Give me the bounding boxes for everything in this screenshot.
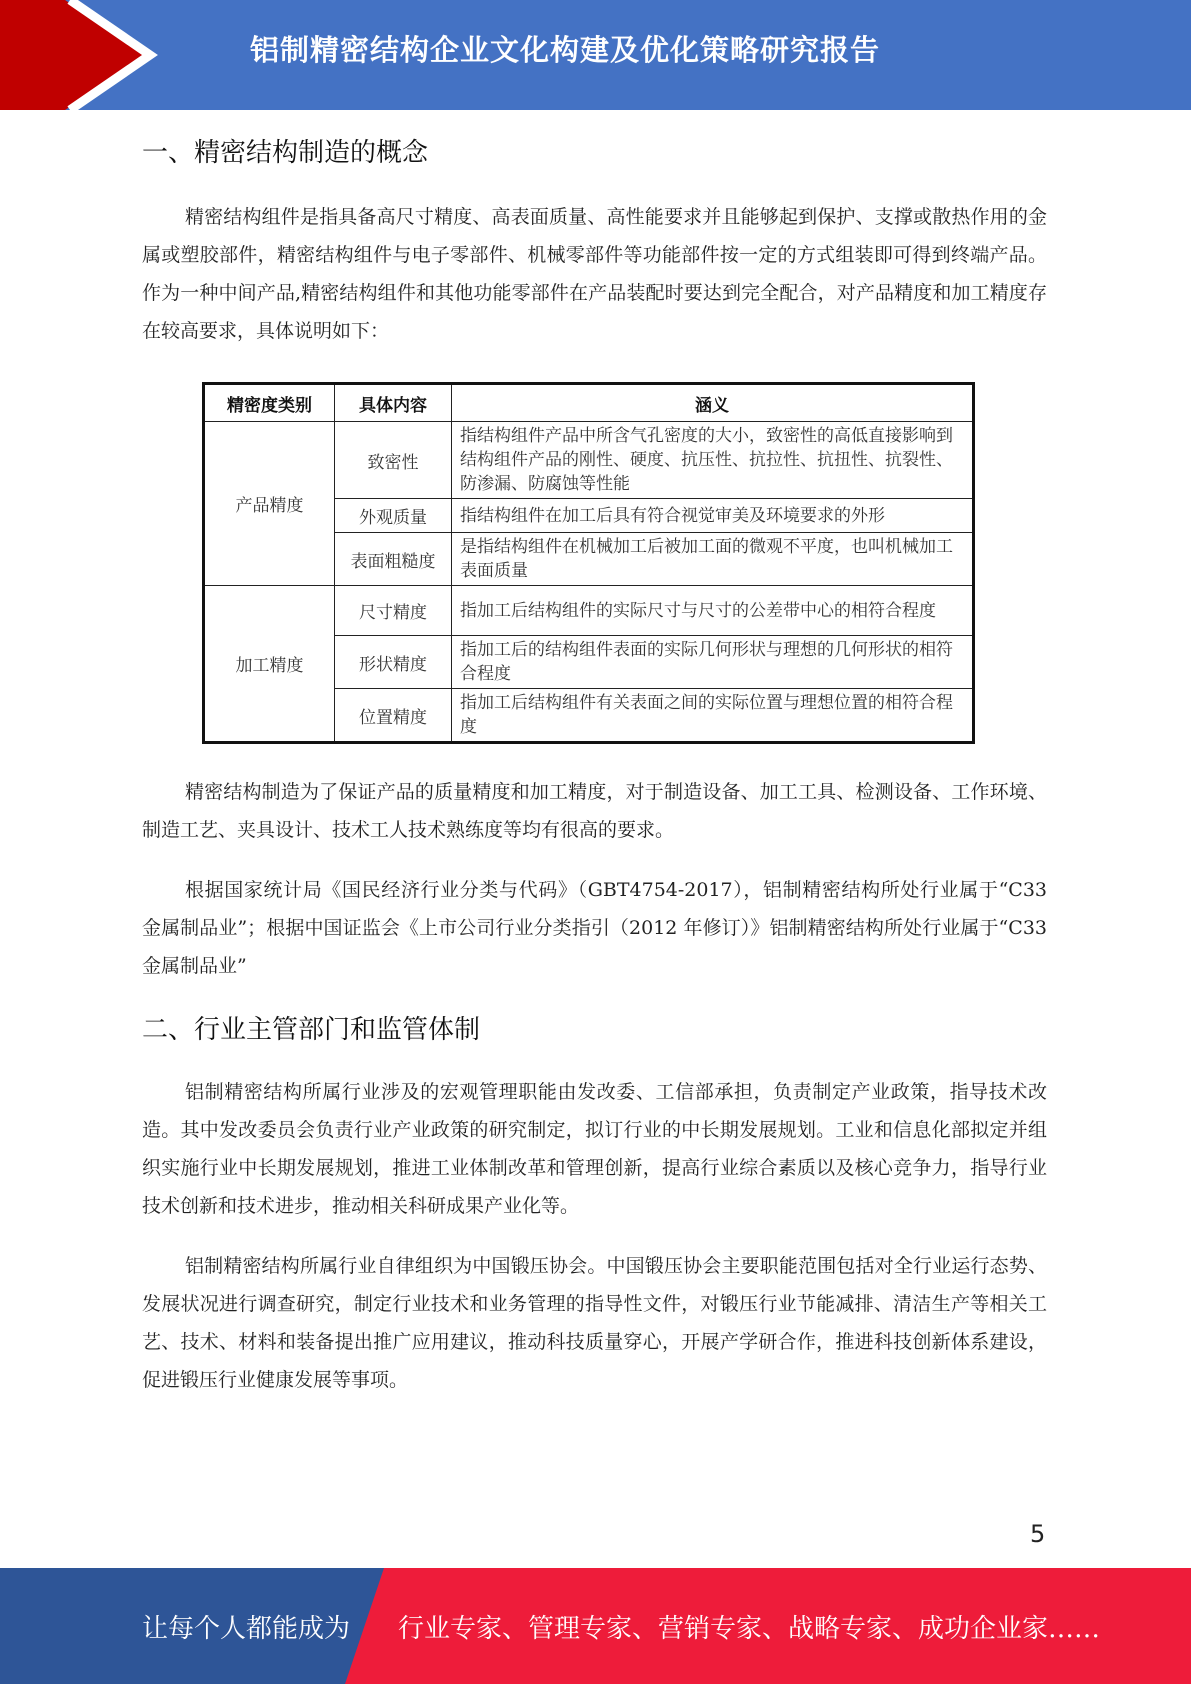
table-header-category: 精密度类别 <box>204 384 335 422</box>
table-cell-item: 表面粗糙度 <box>335 533 452 586</box>
table-cell-category: 加工精度 <box>204 586 335 743</box>
paragraph-authorities: 铝制精密结构所属行业涉及的宏观管理职能由发改委、工信部承担，负责制定产业政策，指导技术改造。其中发改委员会负责行业产业政策的研究制定，拟订行业的中长期发展规划。工业和信息化部拟定并组织实施行业中长期发展规划，推进工业体制改革和管理创新，提高行业综合素质以及核心竞争力，指导行业技术创新和技术进步，推动相关科研成果产业化等。 <box>142 1081 1047 1217</box>
page-header <box>0 0 1191 110</box>
table-cell-item: 外观质量 <box>335 499 452 533</box>
table-cell-desc: 指加工后的结构组件表面的实际几何形状与理想的几何形状的相符合程度 <box>452 636 974 689</box>
page-footer <box>0 1568 1191 1684</box>
table-cell-item: 位置精度 <box>335 689 452 743</box>
paragraph-requirements: 精密结构制造为了保证产品的质量精度和加工精度，对于制造设备、加工工具、检测设备、工作环境、制造工艺、夹具设计、技术工人技术熟练度等均有很高的要求。 <box>142 781 1047 841</box>
paragraph-definition: 精密结构组件是指具备高尺寸精度、高表面质量、高性能要求并且能够起到保护、支撑或散热作用的金属或塑胶部件，精密结构组件与电子零部件、机械零部件等功能部件按一定的方式组装即可得到终端产品。作为一种中间产品,精密结构组件和其他功能零部件在产品装配时要达到完全配合，对产品精度和加工精度存在较高要求，具体说明如下： <box>142 206 1047 342</box>
table-cell-desc: 指结构组件产品中所含气孔密度的大小，致密性的高低直接影响到结构组件产品的刚性、硬度、抗压性、抗拉性、抗扭性、抗裂性、防渗漏、防腐蚀等性能 <box>452 422 974 499</box>
table-header-meaning: 涵义 <box>452 384 974 422</box>
paragraph-classification: 根据国家统计局《国民经济行业分类与代码》（GBT4754-2017），铝制精密结构所处行业属于“C33 金属制品业”；根据中国证监会《上市公司行业分类指引（2012 年修订）》铝制精密结构所处行业属于“C33 金属制品业” <box>142 879 1047 977</box>
footer-slogan-right: 行业专家、管理专家、营销专家、战略专家、成功企业家…… <box>398 1614 1101 1644</box>
section-heading-regulation: 二、行业主管部门和监管体制 <box>142 1015 481 1045</box>
table-cell-item: 形状精度 <box>335 636 452 689</box>
table-cell-desc: 指结构组件在加工后具有符合视觉审美及环境要求的外形 <box>452 499 974 533</box>
table-cell-desc: 是指结构组件在机械加工后被加工面的微观不平度，也叫机械加工表面质量 <box>452 533 974 586</box>
footer-slogan-left: 让每个人都能成为 <box>142 1614 351 1644</box>
precision-table <box>202 382 975 744</box>
table-cell-desc: 指加工后结构组件的实际尺寸与尺寸的公差带中心的相符合程度 <box>452 586 974 636</box>
table-header-content: 具体内容 <box>335 384 452 422</box>
table-cell-item: 致密性 <box>335 422 452 499</box>
paragraph-association: 铝制精密结构所属行业自律组织为中国锻压协会。中国锻压协会主要职能范围包括对全行业运行态势、发展状况进行调查研究，制定行业技术和业务管理的指导性文件，对锻压行业节能减排、清洁生产等相关工艺、技术、材料和装备提出推广应用建议，推动科技质量穿心，开展产学研合作，推进科技创新体系建设，促进锻压行业健康发展等事项。 <box>142 1255 1047 1391</box>
table-row <box>204 422 974 499</box>
document-title: 铝制精密结构企业文化构建及优化策略研究报告 <box>250 33 881 67</box>
table-cell-desc: 指加工后结构组件有关表面之间的实际位置与理想位置的相符合程度 <box>452 689 974 743</box>
table-cell-item: 尺寸精度 <box>335 586 452 636</box>
table-row <box>204 586 974 636</box>
section-heading-concept: 一、精密结构制造的概念 <box>142 138 429 168</box>
page-number: 5 <box>1030 1520 1046 1548</box>
table-header-row <box>204 384 974 422</box>
table-cell-category: 产品精度 <box>204 422 335 586</box>
